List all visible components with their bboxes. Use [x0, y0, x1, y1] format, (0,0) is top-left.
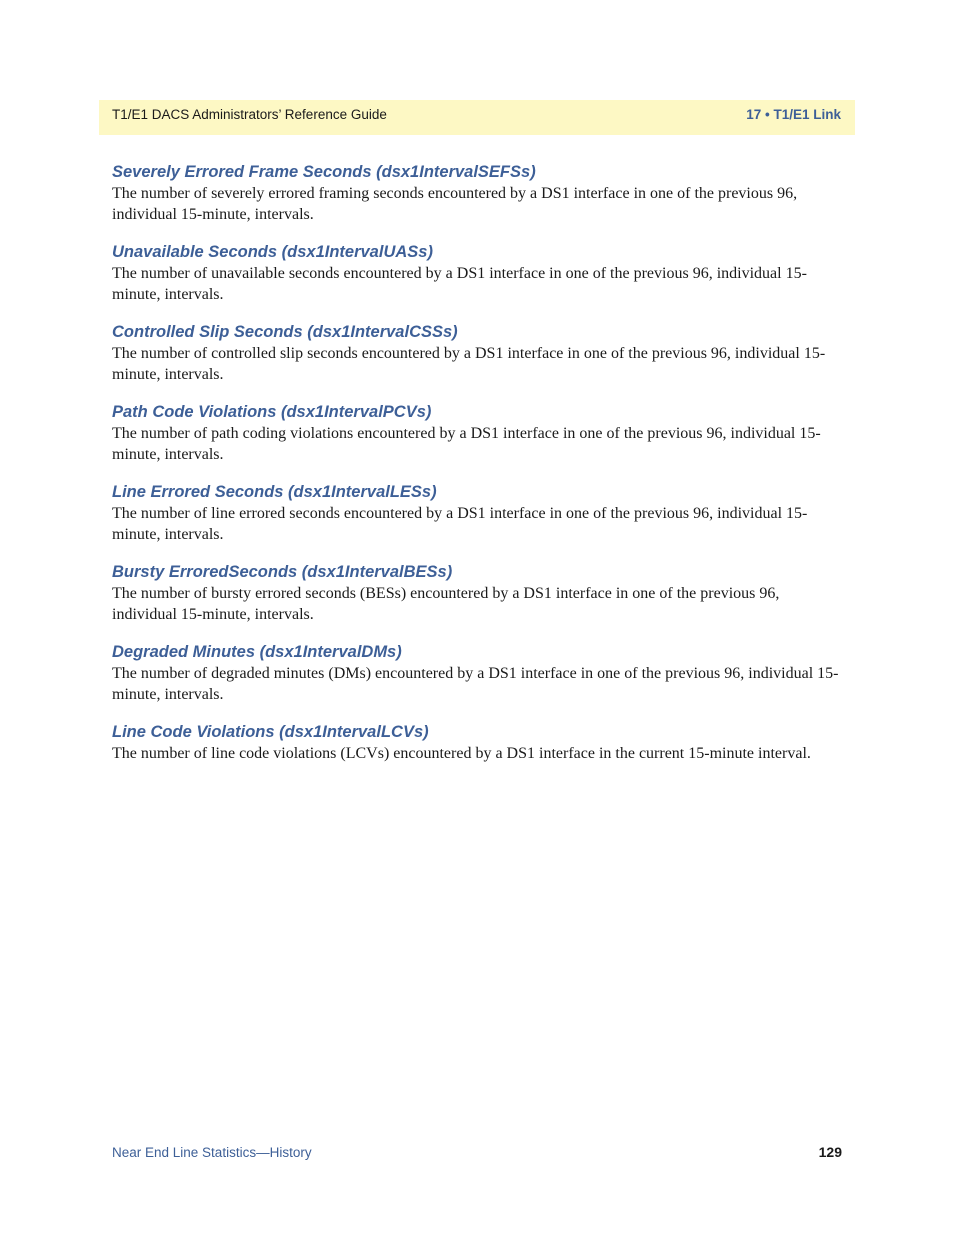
section-heading: Degraded Minutes (dsx1IntervalDMs) [112, 643, 402, 661]
section-heading: Bursty ErroredSeconds (dsx1IntervalBESs) [112, 563, 453, 581]
section-body: The number of line code violations (LCVs) encountered by a DS1 interface in the current 15-minute interval. [112, 745, 811, 762]
section-les [112, 480, 847, 545]
section-heading: Severely Errored Frame Seconds (dsx1IntervalSEFSs) [112, 163, 536, 181]
page-body [112, 160, 847, 780]
section-uas [112, 240, 847, 305]
section-pcv [112, 400, 847, 465]
section-heading: Line Errored Seconds (dsx1IntervalLESs) [112, 483, 437, 501]
guide-title: T1/E1 DACS Administrators’ Reference Guide [112, 107, 387, 122]
section-lcv [112, 720, 847, 765]
running-header [99, 100, 855, 135]
section-sefs [112, 160, 847, 225]
section-css [112, 320, 847, 385]
section-body: The number of path coding violations encountered by a DS1 interface in one of the previous 96, individual 15-minute, intervals. [112, 425, 821, 463]
section-body: The number of degraded minutes (DMs) encountered by a DS1 interface in one of the previous 96, individual 15-minute, intervals. [112, 665, 839, 703]
section-body: The number of severely errored framing seconds encountered by a DS1 interface in one of the previous 96, individual 15-minute, intervals. [112, 185, 798, 223]
section-body: The number of controlled slip seconds encountered by a DS1 interface in one of the previous 96, individual 15-minute, intervals. [112, 345, 826, 383]
section-bes [112, 560, 847, 625]
section-heading: Line Code Violations (dsx1IntervalLCVs) [112, 723, 429, 741]
section-heading: Unavailable Seconds (dsx1IntervalUASs) [112, 243, 433, 261]
section-heading: Path Code Violations (dsx1IntervalPCVs) [112, 403, 432, 421]
section-body: The number of bursty errored seconds (BESs) encountered by a DS1 interface in one of the previous 96, individual 15-minute, intervals. [112, 585, 780, 623]
page-number: 129 [818, 1144, 842, 1160]
footer-section-title: Near End Line Statistics—History [112, 1145, 312, 1160]
section-dm [112, 640, 847, 705]
section-heading: Controlled Slip Seconds (dsx1IntervalCSSs) [112, 323, 458, 341]
chapter-title: 17 • T1/E1 Link [746, 107, 841, 122]
section-body: The number of line errored seconds encountered by a DS1 interface in one of the previous 96, individual 15-minute, intervals. [112, 505, 808, 543]
section-body: The number of unavailable seconds encountered by a DS1 interface in one of the previous 96, individual 15-minute, intervals. [112, 265, 807, 303]
